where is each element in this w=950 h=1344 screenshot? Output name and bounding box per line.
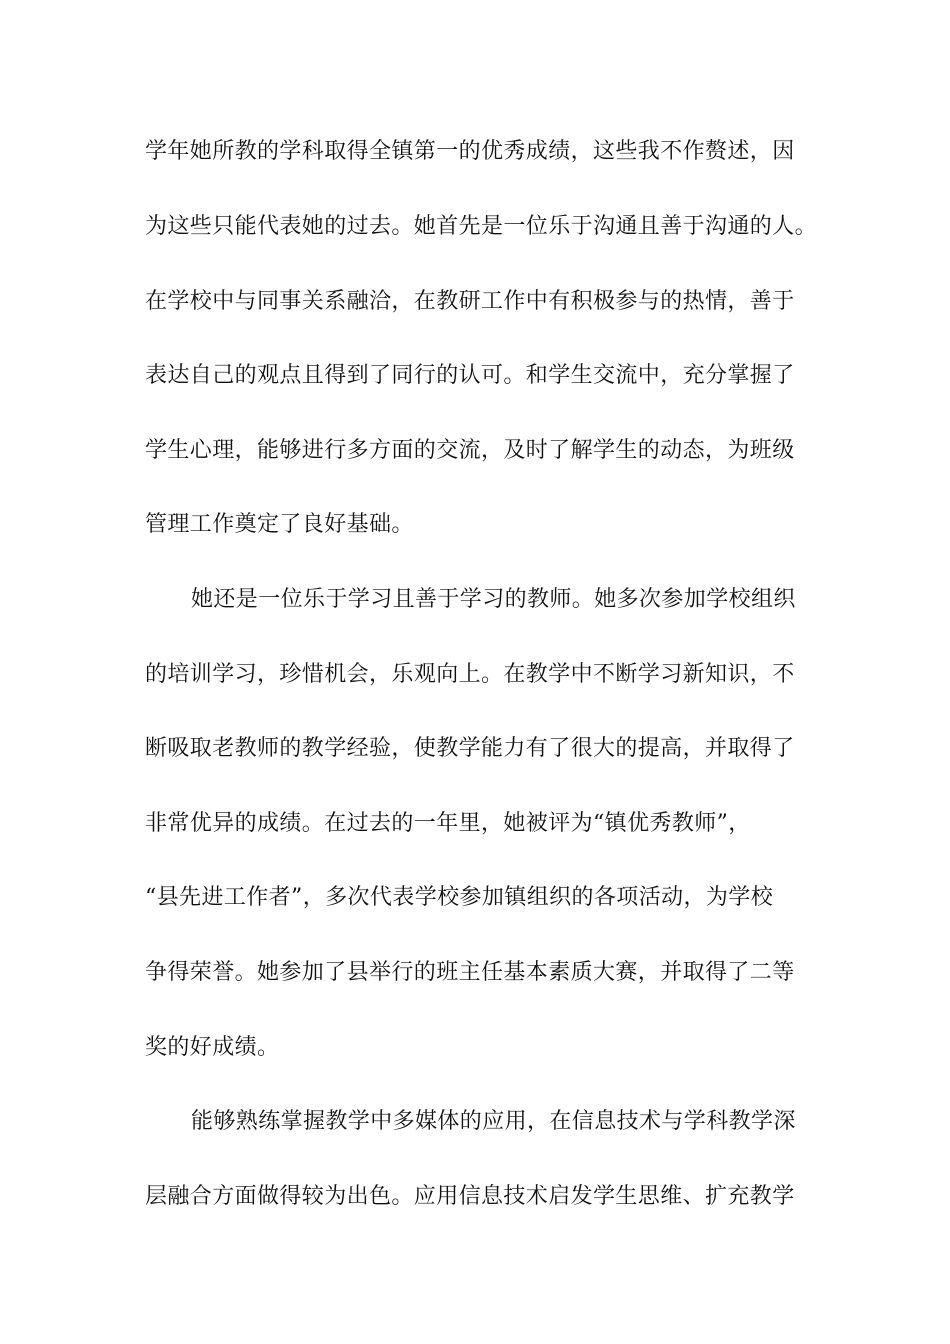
- text-line: 层融合方面做得较为出色。应用信息技术启发学生思维、扩充教学: [145, 1184, 795, 1209]
- text-line: 在学校中与同事关系融洽，在教研工作中有积极参与的热情，善于: [145, 289, 795, 314]
- text-line: 奖的好成绩。: [145, 1035, 280, 1060]
- text-line: “县先进工作者”，多次代表学校参加镇组织的各项活动，为学校: [145, 885, 774, 910]
- paragraph-first-line: 她还是一位乐于学习且善于学习的教师。她多次参加学校组织: [191, 587, 796, 612]
- text-line: 断吸取老教师的教学经验，使教学能力有了很大的提高，并取得了: [145, 736, 795, 761]
- text-line: 管理工作奠定了良好基础。: [145, 512, 414, 537]
- text-line: 表达自己的观点且得到了同行的认可。和学生交流中，充分掌握了: [145, 363, 795, 388]
- text-line: 为这些只能代表她的过去。她首先是一位乐于沟通且善于沟通的人。: [145, 214, 818, 239]
- text-line: 的培训学习，珍惜机会，乐观向上。在教学中不断学习新知识，不: [145, 662, 795, 687]
- text-line: 学生心理，能够进行多方面的交流，及时了解学生的动态，为班级: [145, 438, 795, 463]
- text-line: 非常优异的成绩。在过去的一年里，她被评为“镇优秀教师”，: [145, 811, 751, 836]
- text-line: 争得荣誉。她参加了县举行的班主任基本素质大赛，并取得了二等: [145, 960, 795, 985]
- paragraph-first-line: 能够熟练掌握教学中多媒体的应用，在信息技术与学科教学深: [191, 1109, 796, 1134]
- text-line: 学年她所教的学科取得全镇第一的优秀成绩，这些我不作赘述，因: [145, 139, 795, 164]
